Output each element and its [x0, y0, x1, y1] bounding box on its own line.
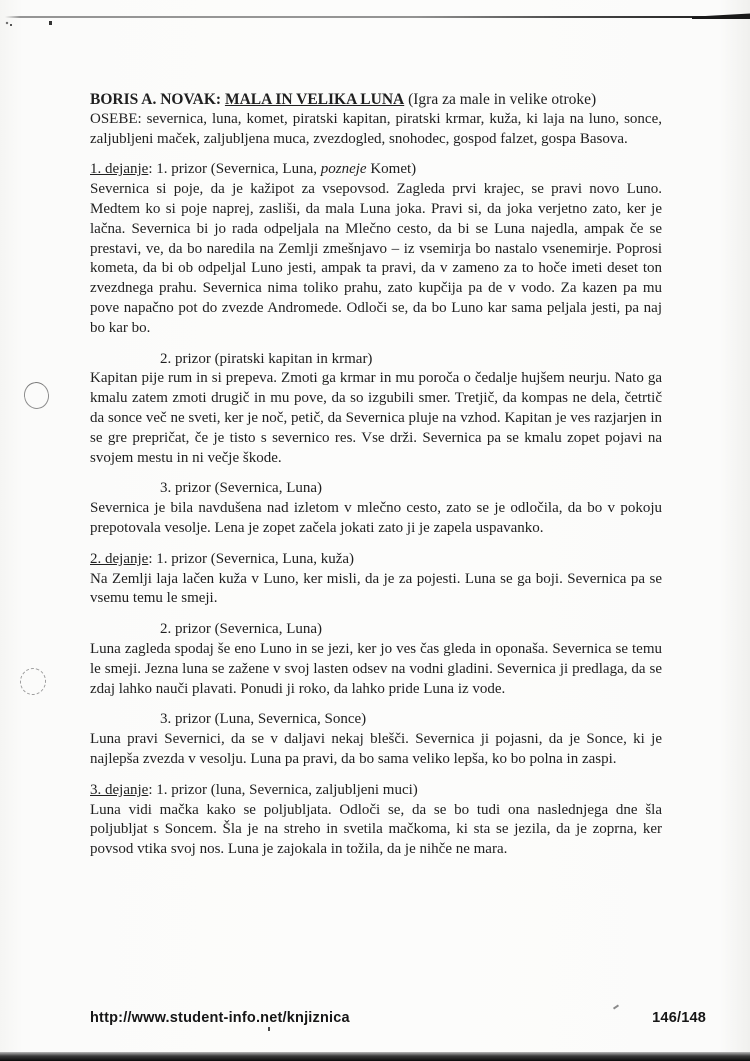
title-author: BORIS A. NOVAK: — [90, 91, 225, 108]
act-label: 2. dejanje — [90, 550, 149, 567]
scene-label: 2. prizor (Severnica, Luna) — [160, 621, 323, 638]
scene-synopsis: Luna pravi Severnici, da se v daljavi nekaj blešči. Severnica ji pojasni, da je Sonce, ki je najlepša zvezda v vesolju. Luna pa pravi, da bo sama veliko lepša, ko bo polna in zaspi. — [90, 731, 662, 767]
document-text-block — [90, 90, 662, 860]
scan-speck — [49, 21, 52, 25]
scene-heading — [90, 350, 662, 370]
scene-synopsis: Luna zagleda spodaj še eno Luno in se jezi, ker jo ves čas gleda in oponaša. Severnica se temu le smeji. Jezna luna se zažene v svoj lasten odsev na vodni gladini. Severnica ji predlaga, da se zdaj lahko nauči plavati. Ponudi ji roko, da lahko pride Luna iz vode. — [90, 640, 662, 697]
scene-label: 3. prizor (Luna, Severnica, Sonce) — [160, 711, 367, 728]
scan-speck — [10, 24, 12, 26]
scene-label: : 1. prizor (Severnica, Luna, — [148, 161, 321, 178]
scene-label: : 1. prizor (luna, Severnica, zaljubljeni muci) — [148, 781, 418, 798]
scan-footer — [90, 1010, 706, 1026]
scene-section — [90, 350, 662, 469]
scene-section — [90, 710, 662, 769]
document-title — [90, 90, 662, 110]
act-section-3 — [90, 781, 662, 860]
scene-heading — [90, 620, 662, 640]
act-scene-heading — [90, 781, 662, 801]
scan-edge-line — [5, 16, 750, 18]
hole-punch-mark — [17, 665, 49, 698]
scene-synopsis: Severnica je bila navdušena nad izletom v mlečno cesto, zato se je odločila, da bo v pokoju prepotovala vesolje. Lena je zopet začela jokati zato ji je zapela uspavanko. — [90, 500, 662, 536]
scene-label-rest: Komet) — [366, 161, 417, 178]
scene-heading — [90, 710, 662, 730]
footer-url: http://www.student-info.net/knjiznica — [90, 1010, 350, 1026]
scene-label: 3. prizor (Severnica, Luna) — [160, 480, 323, 497]
scene-label: 2. prizor (piratski kapitan in krmar) — [160, 350, 373, 367]
act-scene-heading — [90, 160, 662, 180]
scene-label-italic: pozneje — [320, 161, 367, 178]
scan-speck — [613, 1004, 619, 1009]
footer-page-number: 146/148 — [652, 1010, 706, 1026]
act-label: 3. dejanje — [90, 781, 149, 798]
act-section-1 — [90, 160, 662, 338]
scene-section — [90, 479, 662, 538]
scan-bottom-edge — [0, 1052, 750, 1061]
scene-synopsis: Severnica si poje, da je kažipot za vsepovsod. Zagleda prvi krajec, se pravi novo Luno. Medtem ko si poje naprej, zasliši, da mala Luna joka. Pravi si, da joka verjetno zato, ker je lačna. Severnica bi jo rada odpeljala na Mlečno cesto, da bi se Luna najedla, ampak če se prestavi, ve, da bo naredila na Zemlji zmešnjavo – iz vsemirja bo nastalo vsenemirje. Poprosi kometa, da bi ob odpeljal Luno jesti, ampak ta pravi, da v zameno za to hoče imeti deset ton zvezdnega prahu. Severnica nima toliko prahu, zato kupčija pa de v vodo. Za kazen pa mu pove napačno pot do zvezde Andromede. Odloči se, da bo Luno kar sama peljala jesti, pa naj bo kar bo. — [90, 181, 662, 336]
scene-synopsis: Na Zemlji laja lačen kuža v Luno, ker misli, da je za pojesti. Luna se ga boji. Severnica pa se vsemu temu le smeji. — [90, 570, 662, 607]
act-section-2 — [90, 550, 662, 609]
title-work: MALA IN VELIKA LUNA — [224, 91, 405, 108]
scene-label: : 1. prizor (Severnica, Luna, kuža) — [148, 550, 355, 567]
title-subtitle: (Igra za male in velike otroke) — [404, 91, 597, 108]
hole-punch-mark — [22, 380, 51, 411]
scene-heading — [90, 479, 662, 499]
act-scene-heading — [90, 550, 662, 570]
cast-list: OSEBE: severnica, luna, komet, piratski kapitan, piratski krmar, kuža, ki laja na luno, sonce, zaljubljeni maček, zaljubljena muca, zvezdogled, snohodec, gospod falzet, gospa Basova. — [90, 110, 662, 147]
scene-section — [90, 620, 662, 699]
scene-synopsis: Luna vidi mačka kako se poljubljata. Odloči se, da se bo tudi ona naslednjega dne šla poljubljat s Soncem. Šla je na streho in svetila mačkoma, ki sta se jezila, da je zoprna, ker povsod vtika svoj nos. Luna je zajokala in tožila, da je nihče ne mara. — [90, 801, 662, 858]
scene-synopsis: Kapitan pije rum in si prepeva. Zmoti ga krmar in mu poroča o čedalje hujšem neurju. Nato ga kmalu zatem zmoti drugič in mu pove, da so izgubili smer. Tretjič, da kompas ne dela, četrtič da sonce več ne sveti, ker je noč, petič, da Severnica pluje na vzhod. Kapitan je ves razjarjen in se gre prepričat, če je tisto s severnico res. Vse drži. Severnica pa se kmalu zopet pojavi na svojem mestu in ni večje škode. — [90, 370, 662, 466]
act-label: 1. dejanje — [90, 161, 149, 178]
scan-speck — [6, 22, 9, 25]
scan-speck — [268, 1027, 270, 1031]
